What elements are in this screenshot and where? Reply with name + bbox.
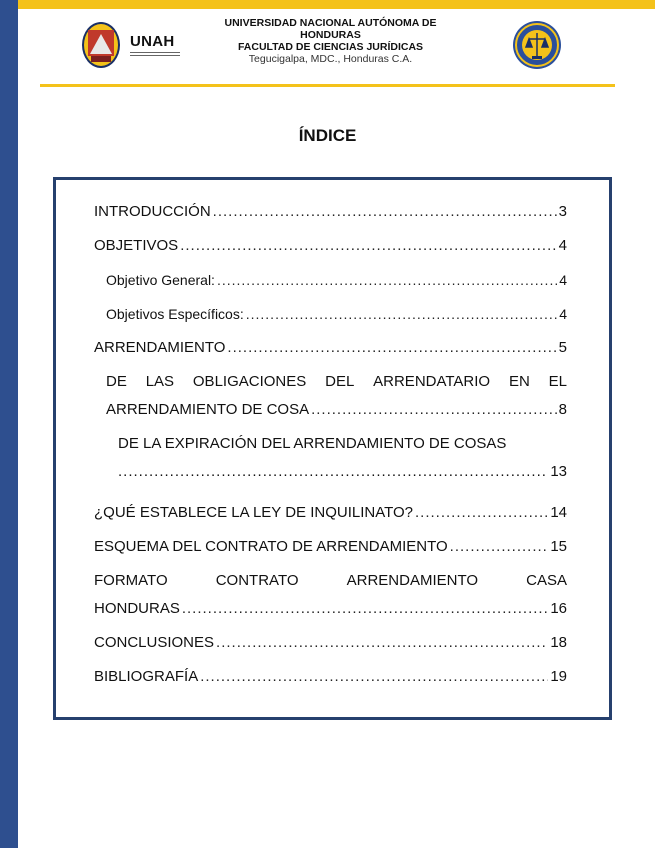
toc-entry-objetivos[interactable]: OBJETIVOS ..... 4: [94, 231, 567, 255]
toc-entry-obligaciones-line2[interactable]: ARRENDAMIENTO DE COSA ..... 8: [106, 395, 567, 419]
leader-dots: [415, 504, 548, 522]
toc-page-number: 15: [550, 538, 567, 555]
table-of-contents-box: [53, 177, 612, 720]
leader-dots: [200, 668, 548, 686]
toc-entry-objetivo-general[interactable]: Objetivo General: ..... 4: [106, 265, 567, 289]
unah-tagline-lines: [130, 52, 180, 58]
leader-dots: [118, 463, 548, 481]
leader-dots: [180, 237, 556, 255]
leader-dots: [311, 401, 557, 419]
toc-entry-formato-line2[interactable]: HONDURAS ..... 16: [94, 594, 567, 618]
toc-page-number: 18: [550, 634, 567, 651]
unah-logo-icon: [80, 20, 122, 70]
toc-entry-ley-inquilinato[interactable]: ¿QUÉ ESTABLECE LA LEY DE INQUILINATO? ..... 14: [94, 498, 567, 522]
toc-entry-arrendamiento[interactable]: ARRENDAMIENTO ..... 5: [94, 333, 567, 357]
faculty-seal-icon: [512, 20, 562, 70]
toc-entry-obligaciones-line1[interactable]: DE LAS OBLIGACIONES DEL ARRENDATARIO EN EL: [106, 373, 567, 390]
page-title: ÍNDICE: [298, 126, 357, 145]
leader-dots: [450, 538, 549, 556]
toc-page-number: 3: [558, 203, 567, 220]
leader-dots: [216, 634, 548, 652]
leader-dots: [182, 600, 548, 618]
leader-dots: [246, 305, 557, 323]
toc-entry-conclusiones[interactable]: CONCLUSIONES ..... 18: [94, 628, 567, 652]
city-line: Tegucigalpa, MDC., Honduras C.A.: [248, 53, 413, 65]
toc-page-number: 14: [550, 504, 567, 521]
faculty-name: FACULTAD DE CIENCIAS JURÍDICAS: [237, 41, 424, 53]
toc-page-number: 8: [558, 401, 567, 418]
institution-name-line2: HONDURAS: [300, 29, 361, 41]
toc-entry-objetivos-especificos[interactable]: Objetivos Específicos: ..... 4: [106, 299, 567, 323]
unah-wordmark: UNAH: [130, 33, 175, 50]
toc-entry-expiracion-line2[interactable]: [118, 457, 567, 481]
toc-page-number: 19: [550, 668, 567, 685]
top-accent-band: [0, 0, 655, 9]
institution-heading: [188, 17, 473, 66]
leader-dots: [217, 271, 557, 289]
toc-page-number: 4: [559, 306, 567, 322]
toc-entry-formato-line1[interactable]: FORMATO CONTRATO ARRENDAMIENTO CASA: [94, 572, 567, 589]
toc-page-number: 16: [550, 600, 567, 617]
toc-entry-esquema[interactable]: ESQUEMA DEL CONTRATO DE ARRENDAMIENTO ..... 15: [94, 532, 567, 556]
header-divider: [40, 84, 615, 87]
table-of-contents: [56, 180, 609, 717]
toc-page-number: 13: [550, 463, 567, 480]
toc-page-number: 4: [558, 237, 567, 254]
leader-dots: [227, 339, 556, 357]
toc-entry-introduccion[interactable]: INTRODUCCIÓN ..... 3: [94, 197, 567, 221]
leader-dots: [213, 203, 557, 221]
toc-page-number: 5: [558, 339, 567, 356]
toc-page-number: 4: [559, 272, 567, 288]
toc-entry-bibliografia[interactable]: BIBLIOGRAFÍA ..... 19: [94, 662, 567, 686]
institution-name-line1: UNIVERSIDAD NACIONAL AUTÓNOMA DE: [224, 17, 437, 29]
toc-entry-expiracion-line1[interactable]: DE LA EXPIRACIÓN DEL ARRENDAMIENTO DE COSAS: [118, 435, 507, 452]
